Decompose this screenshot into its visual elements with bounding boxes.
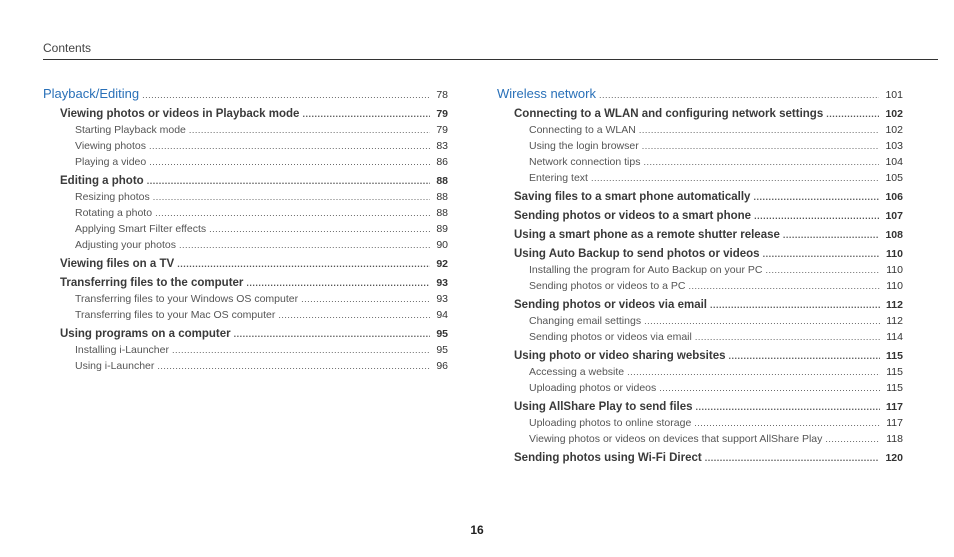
toc-page: 78: [436, 89, 448, 101]
toc-section[interactable]: [497, 86, 903, 103]
toc-page: 94: [436, 309, 448, 321]
toc-page: 102: [885, 108, 903, 120]
toc-subsection[interactable]: [497, 208, 903, 224]
header-label: Contents: [43, 41, 92, 55]
toc-leader: [147, 173, 431, 189]
toc-item[interactable]: [497, 364, 903, 380]
toc-subsection-title: Viewing photos or videos in Playback mode: [60, 108, 300, 120]
toc-page: 115: [886, 382, 903, 394]
toc-subsection-title: Using a smart phone as a remote shutter release: [514, 229, 780, 241]
toc-item-title: Rotating a photo: [75, 207, 153, 219]
toc-subsection[interactable]: [43, 256, 448, 272]
toc-subsection-title: Sending photos or videos to a smart phone: [514, 210, 752, 222]
toc-item-title: Playing a video: [75, 156, 147, 168]
toc-item[interactable]: [497, 262, 903, 278]
toc-page: 115: [886, 350, 903, 362]
toc-leader: [753, 189, 879, 205]
toc-subsection-title: Using AllShare Play to send files: [514, 401, 693, 413]
toc-leader: [643, 154, 879, 170]
toc-leader: [234, 326, 431, 342]
toc-subsection-title: Using Auto Backup to send photos or videos: [514, 248, 760, 260]
toc-leader: [189, 122, 430, 138]
toc-page: 112: [886, 315, 903, 327]
toc-subsection[interactable]: [43, 106, 448, 122]
toc-leader: [157, 358, 430, 374]
toc-subsection-title: Sending photos or videos via email: [514, 299, 707, 311]
toc-leader: [783, 227, 880, 243]
toc-leader: [642, 138, 880, 154]
toc-leader: [153, 189, 431, 205]
toc-leader: [763, 246, 880, 262]
toc-page: 104: [885, 156, 903, 168]
toc-item[interactable]: [497, 329, 903, 345]
toc-item-title: Network connection tips: [529, 156, 641, 168]
toc-leader: [149, 138, 430, 154]
toc-leader: [710, 297, 880, 313]
toc-leader: [142, 87, 430, 103]
toc-leader: [172, 342, 430, 358]
toc-item-title: Uploading photos to online storage: [529, 417, 692, 429]
toc-page: 95: [436, 344, 448, 356]
toc-subsection[interactable]: [497, 246, 903, 262]
toc-item-title: Viewing photos or videos on devices that support AllShare Play: [529, 433, 823, 445]
toc-leader: [644, 313, 880, 329]
toc-page: 96: [436, 360, 448, 372]
toc-item-title: Changing email settings: [529, 315, 642, 327]
toc-subsection[interactable]: [497, 450, 903, 466]
toc-item-title: Connecting to a WLAN: [529, 124, 636, 136]
toc-item-title: Sending photos or videos to a PC: [529, 280, 686, 292]
toc-item-title: Transferring files to your Windows OS computer: [75, 293, 299, 305]
toc-item[interactable]: [43, 342, 448, 358]
toc-groups: [497, 106, 903, 466]
toc-subsection-title: Using photo or video sharing websites: [514, 350, 726, 362]
toc-item-title: Viewing photos: [75, 140, 147, 152]
toc-section[interactable]: [43, 86, 448, 103]
toc-item[interactable]: [497, 170, 903, 186]
toc-subsection[interactable]: [497, 106, 903, 122]
toc-item-title: Entering text: [529, 172, 588, 184]
toc-groups: [43, 106, 448, 374]
toc-leader: [278, 307, 430, 323]
toc-page: 117: [886, 417, 903, 429]
toc-item-title: Adjusting your photos: [75, 239, 176, 251]
toc-leader: [301, 291, 430, 307]
toc-leader: [627, 364, 880, 380]
toc-page: 110: [886, 280, 903, 292]
toc-page: 101: [885, 89, 903, 101]
toc-item[interactable]: [43, 237, 448, 253]
toc-item-title: Using i-Launcher: [75, 360, 155, 372]
toc-page: 93: [436, 293, 448, 305]
toc-page: 79: [436, 108, 448, 120]
toc-item-title: Applying Smart Filter effects: [75, 223, 207, 235]
toc-subsection[interactable]: [43, 173, 448, 189]
toc-item[interactable]: [497, 138, 903, 154]
toc-subsection-title: Saving files to a smart phone automatically: [514, 191, 751, 203]
toc-item[interactable]: [43, 291, 448, 307]
toc-subsection[interactable]: [43, 326, 448, 342]
toc-item-title: Resizing photos: [75, 191, 150, 203]
toc-page: 88: [436, 175, 448, 187]
toc-page: 88: [436, 207, 448, 219]
toc-item[interactable]: [43, 358, 448, 374]
toc-item-title: Using the login browser: [529, 140, 639, 152]
toc-page: 120: [885, 452, 903, 464]
toc-subsection-title: Transferring files to the computer: [60, 277, 244, 289]
toc-item-title: Sending photos or videos via email: [529, 331, 692, 343]
toc-section-title: Wireless network: [497, 86, 596, 101]
toc-item-title: Installing the program for Auto Backup on your PC: [529, 264, 763, 276]
toc-page: 106: [885, 191, 903, 203]
toc-item[interactable]: [497, 278, 903, 294]
toc-item[interactable]: [497, 415, 903, 431]
toc-item[interactable]: [497, 154, 903, 170]
toc-subsection[interactable]: [497, 189, 903, 205]
toc-item-title: Accessing a website: [529, 366, 625, 378]
toc-leader: [659, 380, 880, 396]
toc-leader: [591, 170, 880, 186]
toc-page: 117: [886, 401, 903, 413]
toc-item-title: Transferring files to your Mac OS computer: [75, 309, 276, 321]
toc-item-title: Uploading photos or videos: [529, 382, 657, 394]
toc-leader: [826, 106, 879, 122]
toc-item[interactable]: [497, 431, 903, 447]
toc-item[interactable]: [43, 138, 448, 154]
toc-item-title: Installing i-Launcher: [75, 344, 169, 356]
toc-page: 88: [436, 191, 448, 203]
toc-subsection[interactable]: [497, 297, 903, 313]
toc-page: 102: [885, 124, 903, 136]
toc-column-right: [497, 86, 903, 466]
toc-page: 108: [885, 229, 903, 241]
toc-subsection-title: Viewing files on a TV: [60, 258, 175, 270]
toc-page: 93: [436, 277, 448, 289]
toc-page: 114: [886, 331, 903, 343]
toc-page: 105: [885, 172, 903, 184]
toc-leader: [302, 106, 430, 122]
toc-page: 95: [436, 328, 448, 340]
toc-subsection[interactable]: [497, 227, 903, 243]
toc-item[interactable]: [497, 380, 903, 396]
toc-leader: [155, 205, 430, 221]
toc-page: 103: [885, 140, 903, 152]
toc-section-title: Playback/Editing: [43, 86, 140, 101]
toc-item[interactable]: [497, 122, 903, 138]
header-rule: [43, 59, 938, 60]
toc-leader: [149, 154, 430, 170]
toc-leader: [599, 87, 880, 103]
toc-page: 115: [886, 366, 903, 378]
toc-page: 107: [885, 210, 903, 222]
toc-leader: [705, 450, 880, 466]
toc-page: 110: [886, 248, 903, 260]
toc-page: 83: [436, 140, 448, 152]
toc-leader: [825, 431, 880, 447]
toc-item[interactable]: [43, 221, 448, 237]
toc-page: 92: [436, 258, 448, 270]
page-number: 16: [470, 523, 484, 537]
toc-leader: [209, 221, 430, 237]
toc-item-title: Starting Playback mode: [75, 124, 186, 136]
toc-page: 110: [886, 264, 903, 276]
toc-leader: [729, 348, 881, 364]
toc-item[interactable]: [43, 205, 448, 221]
toc-page: 79: [436, 124, 448, 136]
toc-item[interactable]: [43, 154, 448, 170]
toc-item[interactable]: [43, 122, 448, 138]
toc-subsection-title: Editing a photo: [60, 175, 144, 187]
toc-leader: [177, 256, 430, 272]
toc-item[interactable]: [43, 189, 448, 205]
toc-page: 90: [436, 239, 448, 251]
toc-subsection[interactable]: [497, 348, 903, 364]
toc-item[interactable]: [497, 313, 903, 329]
toc-leader: [765, 262, 880, 278]
toc-subsection-title: Using programs on a computer: [60, 328, 231, 340]
toc-column-left: [43, 86, 448, 374]
toc-page: 89: [436, 223, 448, 235]
toc-subsection[interactable]: [43, 275, 448, 291]
toc-leader: [696, 399, 881, 415]
toc-item[interactable]: [43, 307, 448, 323]
toc-subsection-title: Sending photos using Wi-Fi Direct: [514, 452, 702, 464]
toc-page: 112: [886, 299, 903, 311]
toc-leader: [639, 122, 880, 138]
toc-leader: [688, 278, 880, 294]
toc-subsection[interactable]: [497, 399, 903, 415]
toc-leader: [179, 237, 430, 253]
toc-leader: [246, 275, 430, 291]
toc-leader: [695, 329, 880, 345]
toc-leader: [754, 208, 879, 224]
toc-page: 118: [886, 433, 903, 445]
toc-subsection-title: Connecting to a WLAN and configuring network settings: [514, 108, 824, 120]
toc-leader: [694, 415, 880, 431]
toc-page: 86: [436, 156, 448, 168]
